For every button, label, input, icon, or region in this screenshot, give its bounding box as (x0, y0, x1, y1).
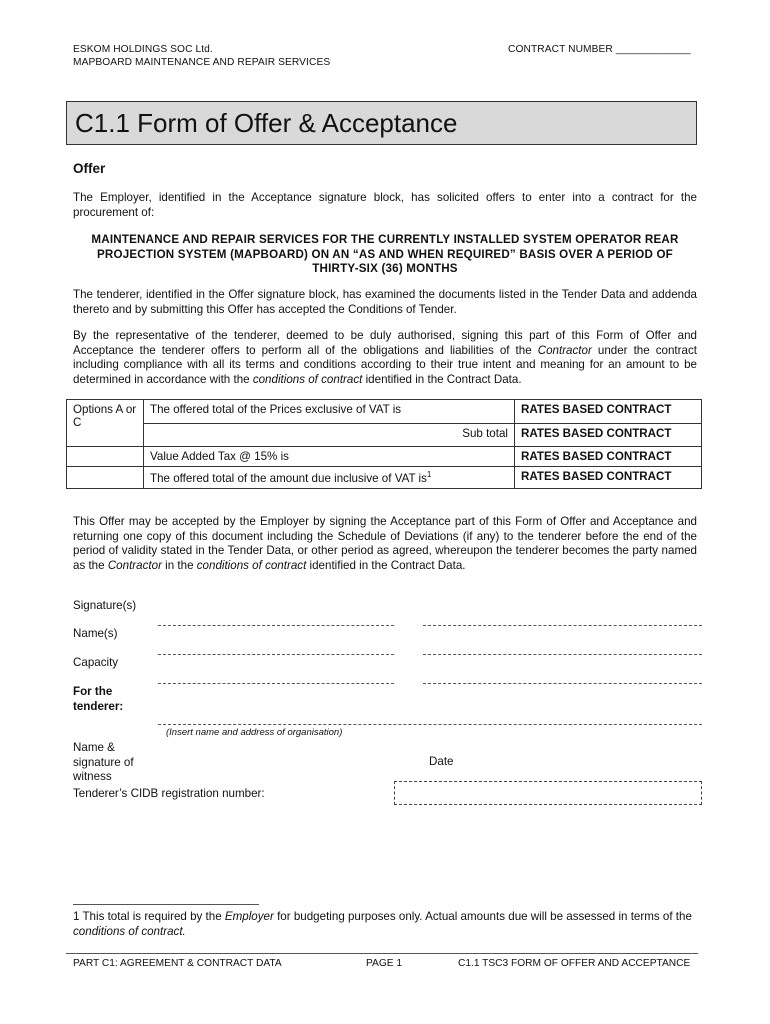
footnote-divider (73, 904, 259, 905)
subtotal-value: RATES BASED CONTRACT (515, 423, 702, 447)
names-label: Name(s) (73, 627, 118, 640)
cidb-label: Tenderer’s CIDB registration number: (73, 787, 265, 800)
scope-title: MAINTENANCE AND REPAIR SERVICES FOR THE CURRENTLY INSTALLED SYSTEM OPERATOR REAR PROJECTION SYSTEM (MAPBOARD) ON AN “AS AND WHEN REQUIRED” BASIS OVER A PERIOD OF THIRTY-SIX (36) MONTHS (91, 233, 679, 276)
capacity-line-2[interactable] (423, 683, 702, 684)
title-box (66, 101, 697, 145)
vat-value: RATES BASED CONTRACT (515, 447, 702, 467)
signature-line-1[interactable] (158, 625, 394, 626)
cidb-input[interactable] (394, 781, 702, 805)
page-title: C1.1 Form of Offer & Acceptance (75, 108, 458, 138)
table-row (67, 447, 702, 467)
offer-heading: Offer (73, 161, 106, 176)
table-row (67, 423, 702, 447)
options-cell: Options A or C (67, 400, 144, 447)
footnote: 1 This total is required by the Employer for budgeting purposes only. Actual amounts due will be assessed in terms of the conditions of contract. (73, 910, 692, 938)
vat-label: Value Added Tax @ 15% is (144, 447, 515, 467)
subtotal-label: Sub total (144, 423, 515, 447)
total-incl-vat-label: The offered total of the amount due inclusive of VAT $is^1$ (144, 467, 515, 489)
witness-label: Name & signature of witness (73, 741, 134, 784)
footer-left: PART C1: AGREEMENT & CONTRACT DATA (73, 958, 282, 969)
total-incl-vat-value: RATES BASED CONTRACT (515, 467, 702, 489)
organisation-line[interactable] (158, 724, 702, 725)
capacity-line-1[interactable] (158, 683, 394, 684)
header-contract-number: CONTRACT NUMBER _____________ (508, 44, 691, 55)
date-label: Date (429, 755, 454, 768)
pricing-table (66, 399, 702, 489)
organisation-note: (Insert name and address of organisation) (166, 727, 343, 738)
acceptance-paragraph: This Offer may be accepted by the Employer by signing the Acceptance part of this Form of Offer and Acceptance and returning one copy of this document including the Schedule of Deviations (if any) to the tenderer before the end of the period of validity stated in the Tender Data, or other period as agreed, whereupon the tenderer becomes the party named as the Contractor in the conditions of contract identified in the Contract Data. (73, 515, 697, 572)
footer-divider (66, 953, 698, 954)
price-excl-vat-value: RATES BASED CONTRACT (515, 400, 702, 424)
header-project: MAPBOARD MAINTENANCE AND REPAIR SERVICES (73, 57, 331, 68)
signature-line-2[interactable] (423, 625, 702, 626)
table-row (67, 400, 702, 424)
tenderer-paragraph: The tenderer, identified in the Offer signature block, has examined the documents listed in the Tender Data and addenda thereto and by submitting this Offer has accepted the Conditions of Tender. (73, 288, 697, 316)
capacity-label: Capacity (73, 656, 119, 669)
footer-page-number: PAGE 1 (366, 958, 403, 969)
signatures-label: Signature(s) (73, 599, 137, 612)
price-excl-vat-label: The offered total of the Prices exclusive of VAT is (144, 400, 515, 424)
for-tenderer-label: For the tenderer: (73, 685, 124, 713)
name-line-2[interactable] (423, 654, 702, 655)
table-row (67, 467, 702, 489)
intro-paragraph: The Employer, identified in the Acceptance signature block, has solicited offers to enter into a contract for the procurement of: (73, 191, 697, 219)
footer-right: C1.1 TSC3 FORM OF OFFER AND ACCEPTANCE (458, 958, 691, 969)
header-company: ESKOM HOLDINGS SOC Ltd. (73, 44, 213, 55)
representative-paragraph: By the representative of the tenderer, deemed to be duly authorised, signing this part of this Form of Offer and Acceptance the tenderer offers to perform all of the obligations and liabilities of the Contractor under the contract including compliance with all its terms and conditions according to their true intent and meaning for an amount to be determined in accordance with the conditions of contract identified in the Contract Data. (73, 329, 697, 386)
name-line-1[interactable] (158, 654, 394, 655)
